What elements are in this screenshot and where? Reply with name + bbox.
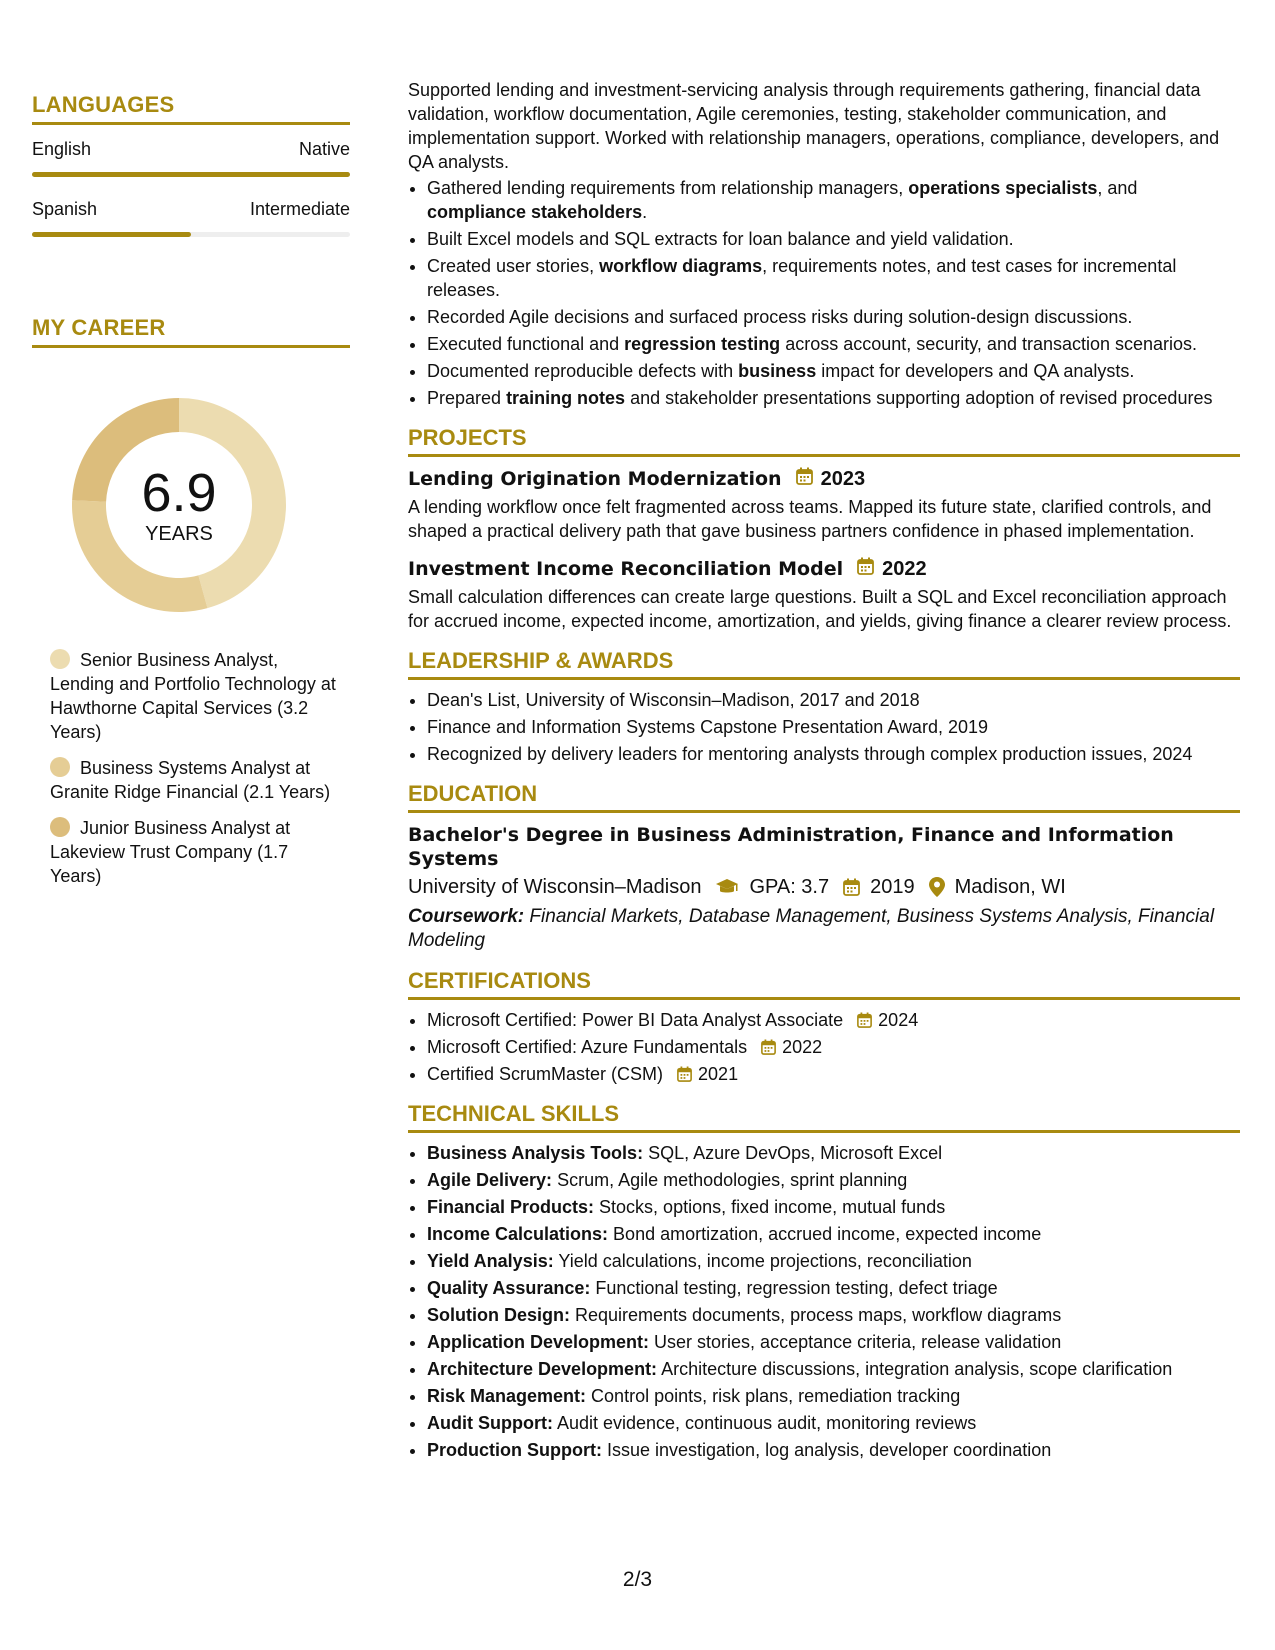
skill-value: User stories, acceptance criteria, release validation — [649, 1332, 1062, 1352]
experience-bullet: • Prepared training notes and stakeholder presentations supporting adoption of revised procedures — [427, 386, 1240, 410]
education-meta — [408, 875, 1240, 899]
sidebar — [32, 92, 350, 900]
career-role-list — [50, 648, 350, 888]
skill-item — [427, 1384, 1240, 1408]
skill-value: Stocks, options, fixed income, mutual funds — [594, 1197, 946, 1217]
experience-bullets — [408, 176, 1240, 410]
main-content — [408, 78, 1240, 1465]
certification-item — [427, 1062, 1240, 1086]
skill-label: Agile Delivery: — [427, 1170, 553, 1190]
skill-label: Yield Analysis: — [427, 1251, 554, 1271]
skill-value: Architecture discussions, integration analysis, scope clarification — [657, 1359, 1173, 1379]
gpa: GPA: 3.7 — [749, 876, 830, 898]
career-role-item — [50, 648, 340, 744]
leadership-heading: LEADERSHIP & AWARDS — [408, 649, 1240, 680]
skill-value: Bond amortization, accrued income, expected income — [608, 1224, 1042, 1244]
leadership-list — [408, 688, 1240, 766]
project-description: Small calculation differences can create large questions. Built a SQL and Excel reconciliation approach for accrued income, expected income, amortization, and yields, giving finance a clearer review process. — [408, 587, 1232, 631]
leadership-item: • Finance and Information Systems Capstone Presentation Award, 2019 — [427, 715, 1240, 739]
skill-label: Application Development: — [427, 1332, 650, 1352]
school-location: Madison, WI — [954, 876, 1066, 898]
language-proficiency-bar — [32, 232, 350, 237]
skill-item — [427, 1195, 1240, 1219]
skill-item — [427, 1411, 1240, 1435]
language-proficiency-bar — [32, 172, 350, 177]
calendar-icon — [857, 557, 874, 581]
certification-year: 2021 — [698, 1064, 739, 1084]
legend-dot — [50, 649, 70, 669]
language-proficiency-fill — [32, 232, 191, 237]
certification-item — [427, 1035, 1240, 1059]
skill-item — [427, 1141, 1240, 1165]
career-role-text: Business Systems Analyst at Granite Ridge Financial (2.1 Years) — [50, 758, 331, 802]
career-role-item — [50, 816, 340, 888]
skill-label: Quality Assurance: — [427, 1278, 591, 1298]
experience-bullet: • Gathered lending requirements from relationship managers, operations specialists, and compliance stakeholders. — [427, 176, 1240, 224]
skills-list — [408, 1141, 1240, 1462]
page-number: 2/3 — [622, 1568, 653, 1591]
career-total-years: 6.9 — [141, 462, 217, 523]
language-level: Native — [298, 139, 350, 159]
language-item — [32, 139, 350, 177]
skill-item — [427, 1168, 1240, 1192]
skill-label: Audit Support: — [427, 1413, 553, 1433]
project-name: Investment Income Reconciliation Model — [408, 558, 844, 580]
skill-label: Solution Design: — [427, 1305, 570, 1325]
skill-value: Issue investigation, log analysis, developer coordination — [601, 1440, 1052, 1460]
calendar-icon — [796, 467, 813, 491]
project-year: 2023 — [820, 468, 866, 490]
experience-bullet: • Executed functional and regression testing across account, security, and transaction scenarios. — [427, 332, 1240, 356]
project-description: A lending workflow once felt fragmented across teams. Mapped its future state, clarified controls, and shaped a practical delivery path that gave business partners confidence in phased implementation. — [408, 497, 1212, 541]
skill-label: Risk Management: — [427, 1386, 587, 1406]
skill-label: Income Calculations: — [427, 1224, 609, 1244]
experience-summary: Supported lending and investment-servicing analysis through requirements gathering, financial data validation, workflow documentation, Agile ceremonies, testing, stakeholder communication, and implementation support. Worked with relationship managers, operations, compliance, developers, and QA analysts. — [408, 80, 1220, 172]
experience-bullet: • Documented reproducible defects with business impact for developers and QA analysts. — [427, 359, 1240, 383]
calendar-icon — [857, 1012, 872, 1028]
skill-value: SQL, Azure DevOps, Microsoft Excel — [643, 1143, 943, 1163]
coursework-list: Financial Markets, Database Management, Business Systems Analysis, Financial Modeling — [408, 906, 1215, 951]
certifications-heading: CERTIFICATIONS — [408, 969, 1240, 1000]
experience-bullet: • Recorded Agile decisions and surfaced process risks during solution-design discussions. — [427, 305, 1240, 329]
leadership-item: • Dean's List, University of Wisconsin–Madison, 2017 and 2018 — [427, 688, 1240, 712]
skill-label: Business Analysis Tools: — [427, 1143, 644, 1163]
skill-item — [427, 1438, 1240, 1462]
skill-value: Requirements documents, process maps, workflow diagrams — [570, 1305, 1062, 1325]
experience-bullet: • Created user stories, workflow diagrams, requirements notes, and test cases for incremental releases. — [427, 254, 1240, 302]
certification-year: 2022 — [782, 1037, 823, 1057]
skill-label: Production Support: — [427, 1440, 602, 1460]
degree-title: Bachelor's Degree in Business Administration, Finance and Information Systems — [408, 824, 1174, 870]
skill-item — [427, 1276, 1240, 1300]
skill-label: Architecture Development: — [427, 1359, 658, 1379]
language-name: Spanish — [32, 199, 98, 219]
certification-item — [427, 1008, 1240, 1032]
skill-item — [427, 1249, 1240, 1273]
skill-item — [427, 1357, 1240, 1381]
skill-item — [427, 1330, 1240, 1354]
calendar-icon — [843, 878, 860, 896]
certification-year: 2024 — [878, 1010, 919, 1030]
skill-value: Functional testing, regression testing, defect triage — [590, 1278, 998, 1298]
calendar-icon — [677, 1066, 692, 1082]
school-name: University of Wisconsin–Madison — [408, 876, 702, 898]
skill-value: Audit evidence, continuous audit, monitoring reviews — [552, 1413, 977, 1433]
legend-dot — [50, 757, 70, 777]
career-donut-chart — [64, 390, 294, 620]
certification-name: • Certified ScrumMaster (CSM) — [427, 1064, 664, 1084]
skill-value: Yield calculations, income projections, reconciliation — [553, 1251, 972, 1271]
calendar-icon — [761, 1039, 776, 1055]
leadership-item: • Recognized by delivery leaders for mentoring analysts through complex production issues, 2024 — [427, 742, 1240, 766]
career-role-text: Junior Business Analyst at Lakeview Trust Company (1.7 Years) — [50, 818, 291, 886]
languages-heading: LANGUAGES — [32, 92, 350, 125]
projects-heading: PROJECTS — [408, 426, 1240, 457]
skill-value: Control points, risk plans, remediation tracking — [586, 1386, 961, 1406]
experience-bullet: • Built Excel models and SQL extracts for loan balance and yield validation. — [427, 227, 1240, 251]
coursework — [408, 905, 1240, 953]
language-proficiency-fill — [32, 172, 350, 177]
legend-dot — [50, 817, 70, 837]
location-pin-icon — [929, 877, 945, 897]
certification-list — [408, 1008, 1240, 1086]
skill-value: Scrum, Agile methodologies, sprint planning — [552, 1170, 908, 1190]
certification-name: • Microsoft Certified: Power BI Data Analyst Associate — [427, 1010, 844, 1030]
certification-name: • Microsoft Certified: Azure Fundamentals — [427, 1037, 748, 1057]
language-name: English — [32, 139, 92, 159]
skills-heading: TECHNICAL SKILLS — [408, 1102, 1240, 1133]
project-name: Lending Origination Modernization — [408, 468, 782, 490]
language-level: Intermediate — [249, 199, 350, 219]
career-heading: MY CAREER — [32, 315, 350, 348]
career-role-text: Senior Business Analyst, Lending and Portfolio Technology at Hawthorne Capital Services (3.2 Years) — [50, 650, 336, 742]
career-years-unit: YEARS — [145, 522, 213, 545]
project-title-row — [408, 557, 1240, 581]
skill-item — [427, 1303, 1240, 1327]
graduation-year: 2019 — [870, 876, 915, 898]
career-role-item — [50, 756, 340, 804]
skill-label: Financial Products: — [427, 1197, 595, 1217]
language-item — [32, 199, 350, 237]
education-heading: EDUCATION — [408, 782, 1240, 813]
coursework-label: Coursework: — [408, 906, 525, 927]
project-year: 2022 — [882, 558, 927, 580]
skill-item — [427, 1222, 1240, 1246]
graduation-cap-icon — [715, 878, 739, 896]
project-title-row — [408, 467, 1240, 491]
